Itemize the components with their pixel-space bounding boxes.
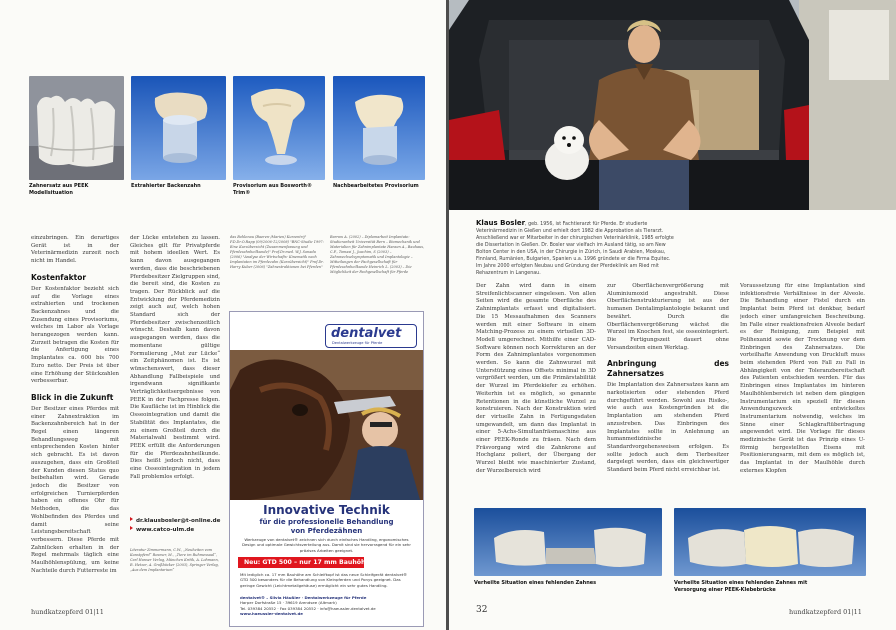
- ad-new-product-banner: Neu: GTD 500 – nur 17 mm Bauhöhe: [238, 557, 364, 568]
- ad-subtitle: für die professionelle Behandlung von Pferdezähnen: [259, 518, 394, 535]
- ad-body-text: Werkzeuge von dentalvet® zeichnen sich durch einfaches Handling, ergonomisches Design und optimale Gewichtsverteilung aus. Damit sind sie hervorragend für ein sehr präzises Arbeiten geeignet.: [242, 537, 411, 553]
- heading-kostenfaktor: Kostenfaktor: [31, 272, 87, 282]
- caption-peek-bridge: Verheilte Situation eines fehlenden Zahnes mit Versorgung einer PEEK-Klebebrücke: [674, 580, 808, 593]
- author-bio: Klaus Bosler, geb. 1956, ist Fachtierarzt für Pferde. Er studierte Veterinärmedizin in Gießen und erhielt dort 1982 die Approbation als Tierarzt. Anschließend war er Mitarbeiter in der chirurgischen Veterinärklinik, 1985 erfolgte die Dissertation in Gießen. Dr. Bosler war vielfach im Ausland tätig, so am New Bolton Center in den USA, in der Chirurgie in Zürich, in Saudi Arabien, Moskau, Finnland, Rumänien, Bulgarien, Spanien u.a. 1996 gründete er die Firma Equitec. Im Jahre 2000 erfolgten Neubau und Gründung der Pferdeklinik am Ried mit Rehazentrum in Langenau.: [476, 219, 674, 276]
- caption-reworked-provisorium: Nachbearbeitetes Provisorium: [333, 183, 419, 189]
- photo-healed-gap: [474, 508, 662, 576]
- references-bottom: Literatur Zimmermann, C.W., „Neuheiten vom Kunstpferd“ Rosmer, M., „Tiere im Ruhmessaal“, Carl Hanser Verlag, München Kritik, A. Lohmann, R. Hetzer, A. Großbäcker (2003), Springer Verlag, „Aus dem Implantarium“: [130, 548, 219, 572]
- ad-horse-treatment-photo: [230, 350, 423, 500]
- body-paragraph: der Lücke entstehen zu lassen. Gleiches gilt für Privatpferde mit hohem ideellen Wert. Es kann davon ausgegangen werden, dass die beschriebenen Pferdebesitzer Zielgruppen sind, die bereit sind, die Kosten zu tragen. Der Rückblick auf die Entwicklung der Pferdemedizin zeigt auch auf, welch hohen Standard sich der Pferdebesitzer zwischenzeitlich wünscht. Deshalb kann davon ausgegangen werden, dass die momentane gültige Formulierung „Mut zur Lücke“ ein Zeitphänomen ist. Es ist wünschenswert, dass dieser Abhandlung Fallbeispiele und irgendwann signifikante Verträglichkeitsergebnisse von PEEK in der Fachpresse folgen. Die Kaufläche ist im Hinblick die Osseointegration und damit die Stabilität des Implantates, die zu einem Großteil durch die Materialwahl bestimmt wird. PEEK erfüllt die Anforderungen für die Pferdezahnheilkunde. Dies heißt jedoch nicht, dass eine Osseointegration in jedem Fall problemlos erfolgt.: [130, 235, 220, 480]
- photo-reworked-provisorium: [333, 76, 425, 180]
- author-photo: [449, 0, 896, 210]
- dentalvet-logo: dentalvet Dentalwerkzeuge für Pferde: [325, 324, 417, 348]
- bullet-arrow-icon: [130, 517, 133, 521]
- body-paragraph: Voraussetzung für eine Implantation sind infektionsfreie Verhältnisse in der Alveole. Die Behandlung einer Fistel durch ein Implantat beim Pferd ist denkbar, bedarf jedoch einer umfangreichen Beschreibung. Im Falle einer reaktionsfreien Alveole bedarf es der Reinigung, zum Beispiel mit Polihexanid sowie der Trocknung vor dem Einbringen des Zahnersatzes. Die vorteilhafte Anwendung von Druckluft muss beim stehenden Pferd von Fall zu Fall in Abhängigkeit von der Toleranzbereitschaft des Patienten entschieden werden. Für das Einbringen eines Implantates im hinteren Maulhöhlenbereich ist neben dem gängigen Instrumentarium ein speziell für diesen Anwendungszweck entwickeltes Instrumentarium notwendig, welches im Sinne einer Schlagkraftübertragung angewendet wird. Die Vorlage für dieses medizinische Gerät ist das Prinzip eines U-förmig hergestellten Eisens mit Positionierungsarm, mit dem es möglich ist, das Implantat in der Maulhöhle durch externes Klopfen: [740, 283, 865, 474]
- right-column-1: [476, 283, 596, 501]
- body-paragraph: zur Oberflächenvergrößerung mit Aluminiumoxid angestrahlt. Diese Oberflächenstrukturierung ist aus der humanen Dentalimplantologie bekannt und bewährt. Durch die Oberflächenvergrößerung wächst die Wurzel im Knochen fest, sie osseointegriert. Die Fertigungszeit dauert ohne Versandzeiten einen Werktag.: [607, 283, 729, 351]
- body-paragraph: Der Zahn wird dann in einem Streifenlichtscanner eingelesen. Von allen Seiten wird die gesamte Oberfläche des Zahnimplantats erfasst und digitalisiert. Die 15 Messaufnahmen des Scanners werden mit einer Software in einem Matching-Prozess zu einem virtuellen 3D-Modell umgerechnet. Mithilfe einer CAD-Software können noch Korrekturen an der Form des Zahnimplantates vorgenommen werden. So kann die Zahnwurzel mit Unterstützung eines Offsets minimal in 3D vergrößert werden, um die Primärstabilität der Wurzel im Pferdekiefer zu erhöhen. Weiterhin ist es möglich, so genannte Retentionen in die künstliche Wurzel zu konstruieren. Nach der Konstruktion wird der virtuelle Zahn in Fertigungsdaten umgewandelt, um dann das Implantat in einer 5-Achs-Simultanfräsmaschine aus einer PEEK-Ronde zu fräsen. Nach dem Fräsvorgang wird die Zahnkrone auf Hochglanz poliert, der Übergang der Wurzel bleibt wie maschinierter Zustand, der Wurzelbereich wird: [476, 283, 596, 474]
- right-page: [449, 0, 896, 630]
- ad-product-text: Mit lediglich ca. 17 mm Bauhöhe am Schleifkopf ist das neue Schleifgerät dentalvet® GTD 500 besonders für die Behandlung von Kleinpferden und Ponys geeignet. Das geringe Gewicht (Leichtmetallgehäuse) ermöglicht ein sehr gutes Handling.: [240, 572, 408, 588]
- body-paragraph: Der Kostenfaktor bezieht sich auf die Vorlage eines extrahierten und trockenen Backenzahnes und die Zusendung eines Provisoriums, welches im Labor als Vorlage herangezogen werden kann. Zurzeit betragen die Kosten für die Anfertigung eines Implantates ca. 600 bis 700 Euro netto. Der Preis ist über eine Erhöhung der Stückzahlen verbesserbar.: [31, 285, 119, 385]
- caption-peek-model: Zahnersatz aus PEEK Modellsituation: [29, 183, 89, 196]
- author-bio-continued: [683, 220, 873, 256]
- photo-extracted-molar: [131, 76, 226, 180]
- bullet-arrow-icon: [130, 526, 133, 530]
- dentalvet-advertisement[interactable]: [229, 311, 424, 627]
- photo-provisorium: [233, 76, 325, 180]
- ad-contact-block: dentalvet® – Silvia Häußler · Dentalwerkzeuge für Pferde Harper Dorfstraße 15 · 39619 Arendsee (Altmark) Tel. 039384 20552 · Fax 039384 20552 · info@haeussler-dentalvet.de www.haeussler-dentalvet.de: [240, 595, 376, 616]
- right-column-2: [607, 283, 729, 501]
- author-name: Klaus Bosler: [476, 219, 526, 227]
- photo-peek-bridge: [674, 508, 866, 576]
- body-paragraph: Die Implantation des Zahnersatzes kann am narkotisierten oder stehenden Pferd durchgeführt werden. Sowohl aus Risiko-, wie auch aus Kostengründen ist die Implantation am stehenden Pferd anzustreben. Das Einbringen des Implantates sollte in Anlehnung an humanmedizinische Standardvorgehensweisen erfolgen. Es sollte jedoch auch dem Tierbesitzer dargelegt werden, dass ein gleichwertiger Standard beim Pferd nicht erreichbar ist.: [607, 382, 729, 474]
- photo-peek-model: [29, 76, 124, 180]
- references-top-2: Barrow A. (2002) – Diplomarbeit Implantate: Studienarbeit Universität Bern – Biomechanik und Materialien für Zahnimplantate Hansen A., Bauhaus, C.F., Tomasi J., Joachim, S (2003) – Zahnwechselsymptomatik und Implantologie – Mitteilungen der Fachgesellschaft für Pferdezahnheilkunde Heinrich L. (2003) – Die Möglichkeit der Fachgesellschaft für Pferde: [330, 235, 425, 274]
- caption-healed-gap: Verheilte Situation eines fehlenden Zahnes: [474, 580, 597, 586]
- references-top-1: das Bohlenau (Baeren-/Marien) Kurzentrij" P.D.Dr.O.Rapp (09/2006-12/2008) "BNC-Studie 1997: Eine Kurzübersicht (Zusammenfassung und Pferdezahnheilkunde)" Prof.Dr.med. W.J. Sonada (2006) "Analyse der Wirtschafts- Kinematik nach Implantaten im Pferdezahn (Kurzübersicht)" Prof.Dr. Harry Kuber (2006) "Zahnextraktionen bei Pferden": [230, 235, 324, 269]
- ad-website-link[interactable]: www.haeussler-dentalvet.de: [240, 610, 303, 616]
- caption-extracted-molar: Extrahierter Backenzahn: [131, 183, 201, 189]
- left-page: [0, 0, 446, 630]
- ad-title: Innovative Technik: [263, 503, 390, 517]
- left-footer: hundkatzepferd 01|11: [31, 608, 104, 616]
- right-column-3: [740, 283, 865, 501]
- website-link[interactable]: www.catco-ulm.de: [130, 526, 194, 533]
- left-column-1: [31, 235, 119, 575]
- body-paragraph: einzubringen. Ein derartiges Gerät ist in der Veterinärmedizin zurzeit noch nicht im Handel.: [31, 235, 119, 265]
- page-number: 32: [476, 605, 488, 615]
- left-column-2: [130, 235, 220, 520]
- body-paragraph: Der Besitzer eines Pferdes mit einer Zahnextraktion im Backenzahnbereich hat in der Regel einen längeren Behandlungsweg mit entsprechenden Kosten hinter sich gebracht. Es ist davon auszugehen, dass ein Großteil der Kunden diesen Status quo beibehalten wird. Gerade jedoch die Besitzer von erfolgreichen Turnierpferden haben ein offenes Ohr für Methoden, die das Wohlbefinden des Pferdes und damit seine Leistungsbereitschaft verbessern. Diese Pferde mit Zahnlücken erhalten in der Regel mehrmals täglich eine Maulhöhlenspülung, um keine Nachteile durch Futterreste im: [31, 405, 119, 574]
- caption-provisorium: Provisorium aus Bosworth® Trim®: [233, 183, 312, 196]
- heading-blick-in-die-zukunft: Blick in die Zukunft: [31, 392, 114, 402]
- right-footer: hundkatzepferd 01|11: [789, 608, 862, 616]
- heading-anbringung: Anbringung des Zahnersatzes: [607, 359, 729, 379]
- email-link[interactable]: dr.klausbosler@t-online.de: [130, 517, 220, 524]
